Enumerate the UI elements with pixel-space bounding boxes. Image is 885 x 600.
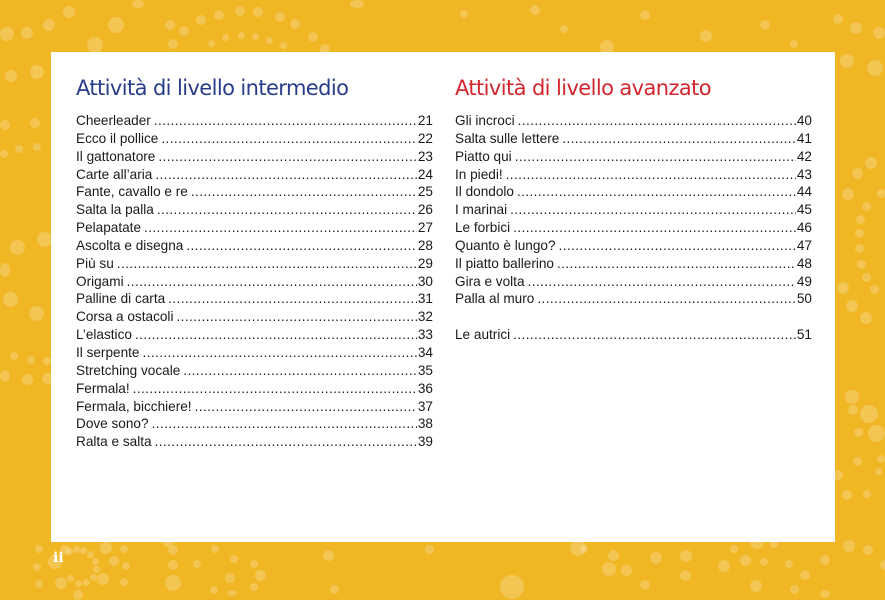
intermediate-toc-list [76, 112, 433, 451]
dot-leader [517, 183, 796, 201]
toc-entry[interactable] [76, 290, 433, 308]
toc-entry-title: Cheerleader [76, 113, 151, 128]
dot-leader [144, 219, 417, 237]
dot-leader [506, 166, 796, 184]
toc-entry[interactable] [455, 201, 812, 219]
dot-leader [515, 148, 796, 166]
dot-leader [127, 273, 417, 291]
toc-entry[interactable] [455, 255, 812, 273]
toc-entry[interactable] [76, 183, 433, 201]
toc-entry-title: Pelapatate [76, 220, 142, 236]
dot-leader [513, 326, 796, 344]
toc-entry-page: 26 [417, 202, 433, 218]
toc-entry-title: Ecco il pollice [76, 130, 159, 146]
toc-entry-title: Il gattonatore [76, 148, 156, 164]
toc-entry[interactable] [455, 237, 812, 255]
dot-leader [513, 219, 796, 237]
toc-entry[interactable] [76, 219, 433, 237]
dot-leader [183, 362, 417, 380]
dot-leader [135, 326, 417, 344]
toc-entry-title: Le forbici [455, 220, 511, 236]
table-of-contents-panel [51, 52, 835, 542]
toc-entry-page: 48 [796, 255, 812, 271]
toc-entry-page: 27 [417, 220, 433, 236]
dot-leader [154, 112, 417, 130]
dot-leader [158, 148, 417, 166]
toc-entry-title: Fermala! [76, 380, 130, 396]
toc-entry[interactable] [76, 344, 433, 362]
dot-leader [155, 433, 417, 451]
toc-entry[interactable] [76, 433, 433, 451]
toc-entry-title: Il serpente [76, 344, 140, 360]
toc-entry[interactable] [76, 326, 433, 344]
toc-entry-page: 23 [417, 148, 433, 164]
toc-entry-title: L’elastico [76, 327, 132, 343]
toc-entry-page: 45 [796, 202, 812, 218]
toc-entry[interactable] [76, 380, 433, 398]
toc-entry[interactable] [455, 148, 812, 166]
toc-entry-title: Quanto è lungo? [455, 237, 556, 253]
dot-leader [559, 237, 796, 255]
toc-entry[interactable] [76, 130, 433, 148]
toc-entry[interactable] [76, 201, 433, 219]
toc-entry[interactable] [455, 130, 812, 148]
intermediate-heading: Attività di livello intermedio [76, 76, 349, 100]
toc-entry-title: Fante, cavallo e re [76, 184, 188, 200]
toc-entry-page: 31 [417, 291, 433, 307]
dot-leader [557, 255, 796, 273]
toc-entry-page: 46 [796, 220, 812, 236]
toc-entry-title: Gli incroci [455, 113, 515, 128]
toc-entry-page: 32 [417, 309, 433, 325]
toc-entry-title: Salta la palla [76, 202, 154, 218]
toc-entry-page: 25 [417, 184, 433, 200]
toc-entry[interactable] [76, 362, 433, 380]
toc-entry-title: Palla al muro [455, 291, 535, 307]
toc-entry-title: Origami [76, 273, 124, 289]
toc-entry[interactable] [76, 415, 433, 433]
toc-entry[interactable] [76, 166, 433, 184]
toc-entry[interactable] [76, 255, 433, 273]
toc-entry-page: 49 [796, 273, 812, 289]
toc-entry-title: Piatto qui [455, 148, 512, 164]
dot-leader [142, 344, 416, 362]
advanced-toc-list [455, 112, 812, 344]
toc-entry-title: Dove sono? [76, 416, 149, 432]
toc-entry-page: 33 [417, 327, 433, 343]
toc-entry[interactable] [76, 237, 433, 255]
toc-entry-authors[interactable] [455, 326, 812, 344]
toc-entry[interactable] [455, 112, 812, 130]
toc-entry-page: 28 [417, 237, 433, 253]
toc-entry-page: 40 [796, 113, 812, 128]
toc-entry-page: 34 [417, 344, 433, 360]
toc-entry-page: 37 [417, 398, 433, 414]
toc-entry[interactable] [455, 273, 812, 291]
toc-entry[interactable] [76, 273, 433, 291]
toc-entry[interactable] [76, 308, 433, 326]
toc-entry-page: 41 [796, 130, 812, 146]
dot-leader [168, 290, 417, 308]
toc-entry[interactable] [455, 166, 812, 184]
toc-entry-page: 39 [417, 434, 433, 450]
toc-entry-title: Stretching vocale [76, 362, 181, 378]
toc-entry-title: Fermala, bicchiere! [76, 398, 192, 414]
toc-entry[interactable] [76, 112, 433, 130]
toc-entry-page: 44 [796, 184, 812, 200]
toc-entry-title: Il piatto ballerino [455, 255, 554, 271]
dot-leader [518, 112, 796, 130]
dot-leader [152, 415, 417, 433]
toc-entry[interactable] [455, 219, 812, 237]
toc-entry-page: 43 [796, 166, 812, 182]
toc-entry-title: Gira e volta [455, 273, 525, 289]
dot-leader [510, 201, 796, 219]
toc-entry-title: Carte all’aria [76, 166, 153, 182]
dot-leader [191, 183, 417, 201]
toc-entry-title: Corsa a ostacoli [76, 309, 174, 325]
toc-entry[interactable] [76, 398, 433, 416]
dot-leader [562, 130, 796, 148]
dot-leader [117, 255, 417, 273]
dot-leader [176, 308, 416, 326]
toc-entry-title: In piedi! [455, 166, 503, 182]
toc-entry-page: 22 [417, 130, 433, 146]
toc-entry-title: Palline di carta [76, 291, 166, 307]
toc-entry-title: Le autrici [455, 327, 511, 343]
dot-leader [157, 201, 417, 219]
toc-entry-page: 29 [417, 255, 433, 271]
toc-entry-title: Ascolta e disegna [76, 237, 184, 253]
toc-entry-page: 47 [796, 237, 812, 253]
toc-entry-page: 42 [796, 148, 812, 164]
toc-entry-page: 51 [796, 327, 812, 343]
dot-leader [155, 166, 417, 184]
toc-entry-title: I marinai [455, 202, 508, 218]
toc-entry-page: 35 [417, 362, 433, 378]
toc-entry[interactable] [455, 290, 812, 308]
toc-entry-page: 21 [417, 113, 433, 128]
toc-entry-title: Più su [76, 255, 114, 271]
dot-leader [195, 398, 417, 416]
toc-entry-title: Ralta e salta [76, 434, 152, 450]
toc-entry-page: 50 [796, 291, 812, 307]
page-number: ii [53, 550, 64, 566]
toc-entry-title: Il dondolo [455, 184, 514, 200]
toc-entry-page: 30 [417, 273, 433, 289]
dot-leader [537, 290, 796, 308]
advanced-heading: Attività di livello avanzato [455, 76, 712, 100]
dot-leader [528, 273, 796, 291]
toc-entry-page: 38 [417, 416, 433, 432]
dot-leader [133, 380, 417, 398]
dot-leader [161, 130, 417, 148]
toc-entry-page: 24 [417, 166, 433, 182]
toc-entry-title: Salta sulle lettere [455, 130, 560, 146]
dot-leader [186, 237, 417, 255]
toc-entry-page: 36 [417, 380, 433, 396]
toc-entry[interactable] [76, 148, 433, 166]
toc-entry[interactable] [455, 183, 812, 201]
